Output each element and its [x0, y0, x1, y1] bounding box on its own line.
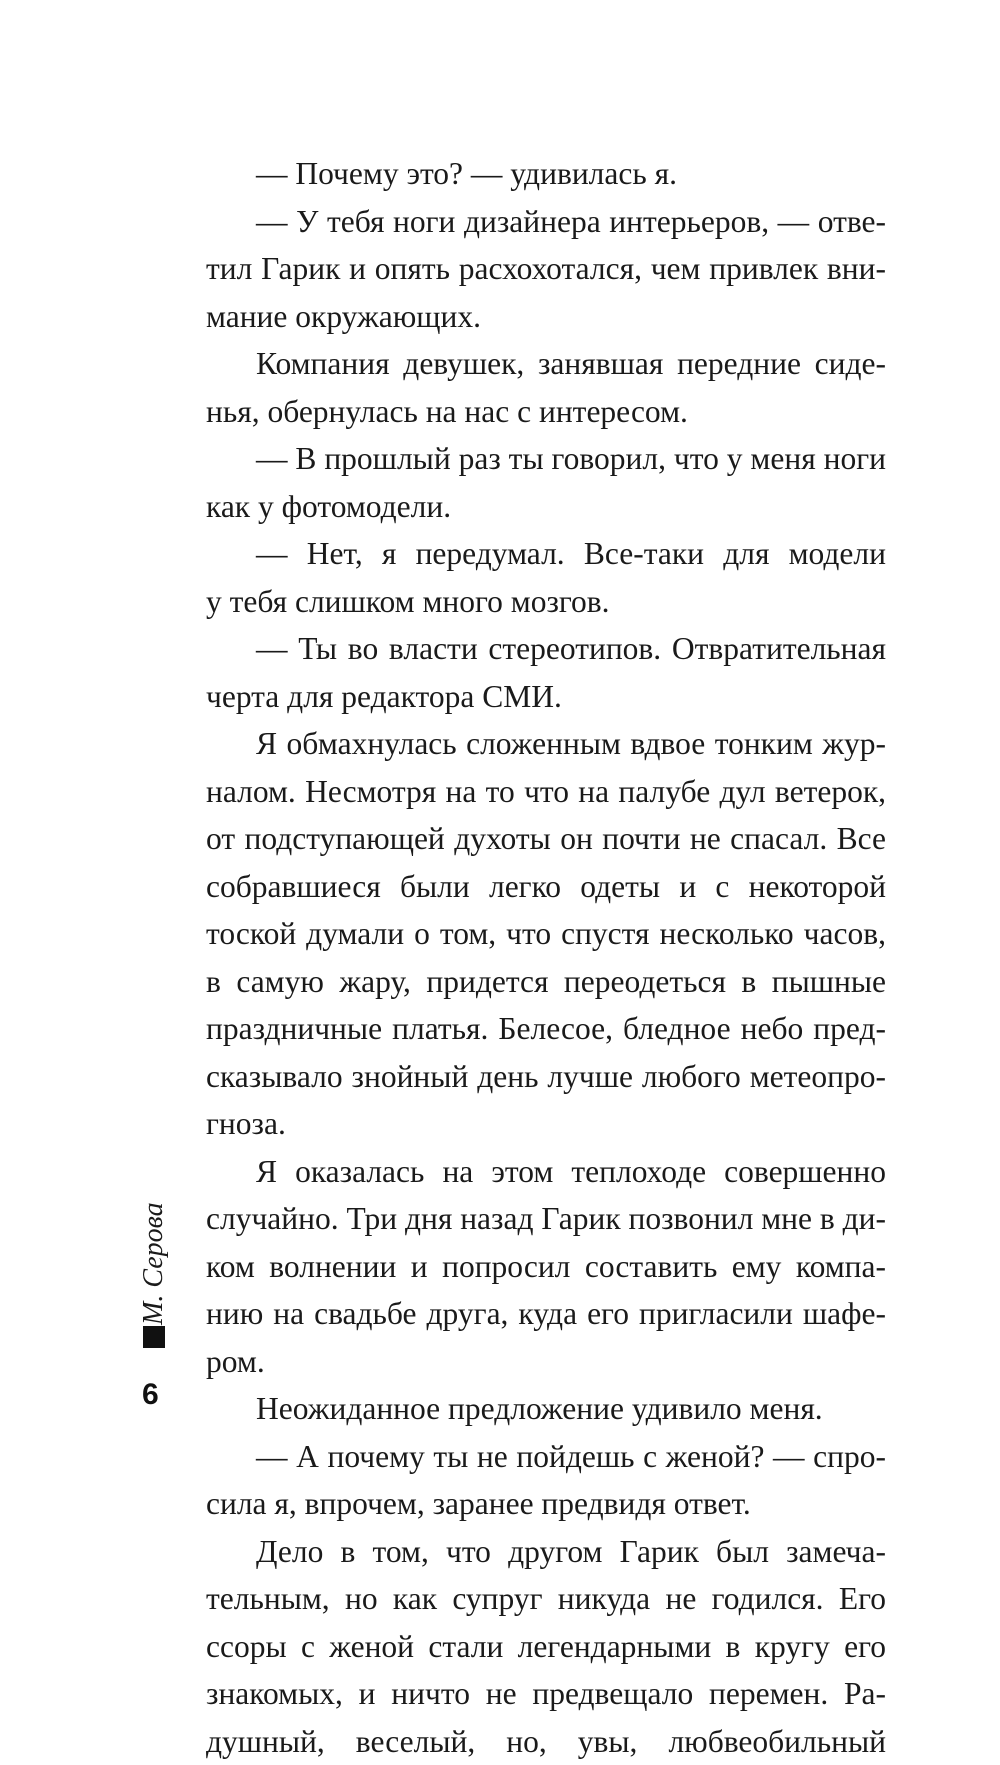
- running-head-author: [138, 1205, 178, 1325]
- text-line: праздничные платья. Белесое, бледное небо пред-: [206, 1005, 886, 1053]
- page-number: 6: [142, 1378, 159, 1412]
- text-line: сказывало знойный день лучше любого метеопро-: [206, 1053, 886, 1101]
- text-line: ссоры с женой стали легендарными в кругу его: [206, 1623, 886, 1671]
- text-line: Неожиданное предложение удивило меня.: [206, 1385, 886, 1433]
- text-line: нию на свадьбе друга, куда его пригласили шафе-: [206, 1290, 886, 1338]
- text-line: ком волнении и попросил составить ему компа-: [206, 1243, 886, 1291]
- text-line: как у фотомодели.: [206, 483, 886, 531]
- text-line: Дело в том, что другом Гарик был замеча-: [206, 1528, 886, 1576]
- text-line: — У тебя ноги дизайнера интерьеров, — отве-: [206, 198, 886, 246]
- text-line: тоской думали о том, что спустя несколько часов,: [206, 910, 886, 958]
- text-line: ром.: [206, 1338, 886, 1386]
- text-line: случайно. Три дня назад Гарик позвонил мне в ди-: [206, 1195, 886, 1243]
- body-text: [206, 150, 886, 1765]
- text-line: Я обмахнулась сложенным вдвое тонким жур-: [206, 720, 886, 768]
- text-line: нья, обернулась на нас с интересом.: [206, 388, 886, 436]
- text-line: знакомых, и ничто не предвещало перемен. Ра-: [206, 1670, 886, 1718]
- text-line: Я оказалась на этом теплоходе совершенно: [206, 1148, 886, 1196]
- text-line: в самую жару, придется переодеться в пышные: [206, 958, 886, 1006]
- text-line: гноза.: [206, 1100, 886, 1148]
- text-line: — В прошлый раз ты говорил, что у меня ноги: [206, 435, 886, 483]
- text-line: тельным, но как супруг никуда не годился. Его: [206, 1575, 886, 1623]
- text-line: черта для редактора СМИ.: [206, 673, 886, 721]
- text-line: от подступающей духоты он почти не спасал. Все: [206, 815, 886, 863]
- text-line: собравшиеся были легко одеты и с некоторой: [206, 863, 886, 911]
- text-line: — Ты во власти стереотипов. Отвратительная: [206, 625, 886, 673]
- text-line: душный, веселый, но, увы, любвеобильный: [206, 1718, 886, 1765]
- text-line: — А почему ты не пойдешь с женой? — спро-: [206, 1433, 886, 1481]
- text-line: мание окружающих.: [206, 293, 886, 341]
- text-line: у тебя слишком много мозгов.: [206, 578, 886, 626]
- author-name: М. Серова: [138, 1202, 170, 1325]
- square-marker-icon: [143, 1326, 165, 1348]
- text-line: тил Гарик и опять расхохотался, чем привлек вни-: [206, 245, 886, 293]
- text-line: Компания девушек, занявшая передние сиде-: [206, 340, 886, 388]
- text-line: налом. Несмотря на то что на палубе дул ветерок,: [206, 768, 886, 816]
- text-line: — Почему это? — удивилась я.: [206, 150, 886, 198]
- text-line: сила я, впрочем, заранее предвидя ответ.: [206, 1480, 886, 1528]
- text-line: — Нет, я передумал. Все-таки для модели: [206, 530, 886, 578]
